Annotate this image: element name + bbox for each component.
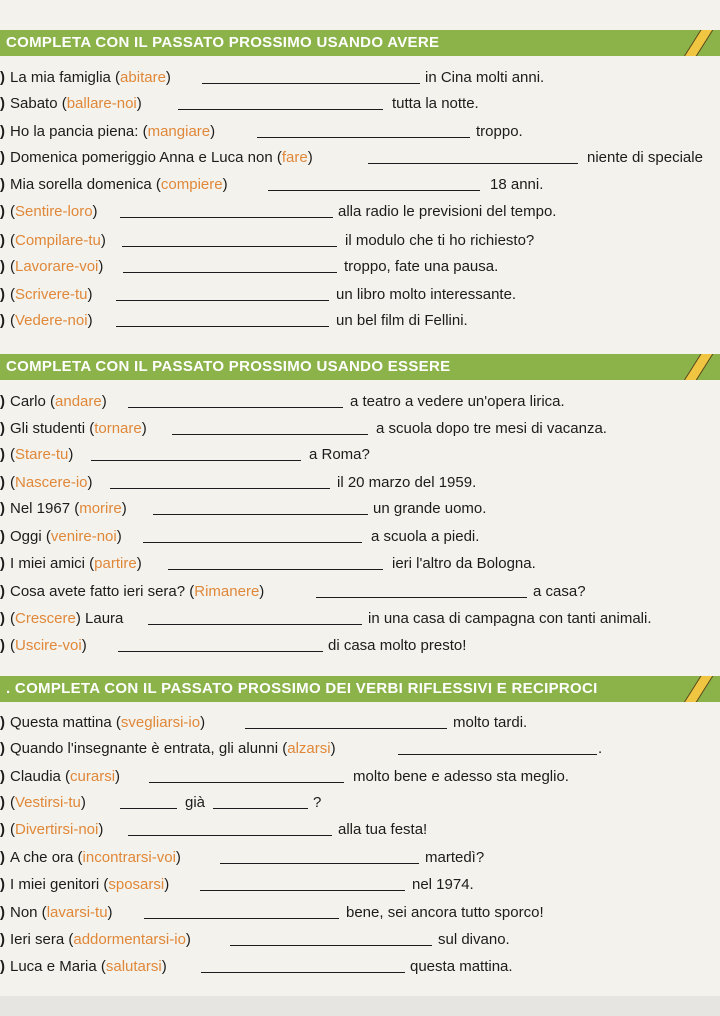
prompt-post: ) [259, 583, 265, 600]
prompt-post: ) [185, 931, 191, 948]
answer-blank[interactable] [202, 83, 420, 84]
prompt-verb: mangiare [147, 123, 211, 140]
exercise-item [0, 283, 720, 307]
pencil-icon [676, 354, 716, 380]
prompt-pre: Ho la pancia piena: ( [10, 123, 148, 140]
exercise-item [0, 791, 720, 815]
prompt-pre: ( [10, 821, 15, 838]
page-bottom-strip [0, 996, 720, 1016]
item-prompt [10, 901, 113, 925]
item-prompt [10, 200, 98, 224]
item-prompt [10, 283, 93, 307]
prompt-post: ) [164, 876, 170, 893]
title-highlight: RIFLESSIVI E RECIPROCI [407, 680, 598, 697]
item-marker: ) [0, 393, 5, 410]
exercise-item [0, 229, 720, 253]
prompt-pre: Luca e Maria ( [10, 958, 106, 975]
prompt-pre: ( [10, 203, 15, 220]
prompt-verb: morire [79, 500, 122, 517]
answer-blank[interactable] [128, 407, 343, 408]
prompt-post: ) [68, 446, 74, 463]
item-continuation: di casa molto presto! [328, 637, 467, 654]
item-prompt [10, 443, 73, 467]
prompt-verb: sposarsi [108, 876, 165, 893]
item-continuation: martedì? [425, 849, 485, 866]
answer-blank[interactable] [245, 728, 447, 729]
item-marker: ) [0, 500, 5, 517]
item-marker: ) [0, 768, 5, 785]
exercise-item [0, 711, 720, 735]
item-continuation: troppo, fate una pausa. [344, 258, 499, 275]
section-avere [0, 30, 720, 56]
prompt-pre: A che ora ( [10, 849, 83, 866]
pencil-icon [676, 676, 716, 702]
item-marker: ) [0, 95, 5, 112]
exercise-item [0, 309, 720, 333]
exercise-item [0, 146, 720, 170]
prompt-post: ) [200, 714, 206, 731]
exercise-item [0, 525, 720, 549]
prompt-post: ) [101, 393, 107, 410]
title-text: COMPLETA CON IL PASSATO PROSSIMO USANDO [6, 358, 388, 375]
prompt-verb: fare [281, 149, 308, 166]
item-continuation: molto bene e adesso sta meglio. [353, 768, 569, 785]
prompt-post: ) [141, 420, 147, 437]
item-prompt [10, 737, 336, 761]
prompt-verb: Uscire-voi [15, 637, 82, 654]
exercise-item [0, 955, 720, 979]
item-continuation: in Cina molti anni. [425, 69, 545, 86]
prompt-pre: Claudia ( [10, 768, 71, 785]
item-continuation: già [185, 794, 206, 811]
item-prompt [10, 173, 228, 197]
item-continuation: a teatro a vedere un'opera lirica. [350, 393, 565, 410]
answer-blank[interactable] [220, 863, 419, 864]
item-prompt [10, 146, 313, 170]
answer-blank[interactable] [143, 542, 362, 543]
exercise-item [0, 390, 720, 414]
prompt-pre: ( [10, 258, 15, 275]
answer-blank[interactable] [153, 514, 368, 515]
prompt-pre: ( [10, 637, 15, 654]
item-prompt [10, 955, 167, 979]
prompt-pre: Domenica pomeriggio Anna e Luca non ( [10, 149, 282, 166]
prompt-verb: Lavorare-voi [15, 258, 99, 275]
item-marker: ) [0, 149, 5, 166]
prompt-verb: alzarsi [287, 740, 331, 757]
prompt-post: ) [115, 768, 121, 785]
prompt-verb: Vedere-noi [15, 312, 88, 329]
title-text: . COMPLETA CON IL PASSATO PROSSIMO DEI VERBI [6, 680, 408, 697]
prompt-post: ) [210, 123, 216, 140]
exercise-item [0, 901, 720, 925]
prompt-verb: abitare [120, 69, 166, 86]
item-prompt [10, 711, 205, 735]
prompt-pre: Mia sorella domenica ( [10, 176, 161, 193]
answer-blank[interactable] [201, 972, 405, 973]
section-title [0, 354, 720, 380]
item-marker: ) [0, 69, 5, 86]
item-marker: ) [0, 637, 5, 654]
prompt-pre: ( [10, 312, 15, 329]
prompt-verb: addormentarsi-io [73, 931, 186, 948]
prompt-verb: salutarsi [105, 958, 162, 975]
prompt-verb: svegliarsi-io [120, 714, 201, 731]
answer-blank[interactable] [268, 190, 480, 191]
item-prompt [10, 92, 142, 116]
answer-blank[interactable] [144, 918, 339, 919]
answer-blank[interactable] [128, 835, 332, 836]
prompt-verb: lavarsi-tu [46, 904, 108, 921]
prompt-post: ) [107, 904, 113, 921]
answer-blank[interactable] [148, 624, 362, 625]
item-marker: ) [0, 610, 5, 627]
prompt-pre: ( [10, 794, 15, 811]
prompt-post: ) [80, 794, 86, 811]
prompt-verb: curarsi [70, 768, 116, 785]
prompt-verb: incontrarsi-voi [82, 849, 176, 866]
item-marker: ) [0, 446, 5, 463]
prompt-post: ) [222, 176, 228, 193]
prompt-verb: ballare-noi [66, 95, 137, 112]
item-marker: ) [0, 176, 5, 193]
item-prompt [10, 846, 181, 870]
answer-blank[interactable] [123, 272, 337, 273]
item-marker: ) [0, 794, 5, 811]
answer-blank[interactable] [213, 808, 308, 809]
exercise-item [0, 66, 720, 90]
exercise-item [0, 173, 720, 197]
answer-blank[interactable] [230, 945, 432, 946]
item-continuation: alla tua festa! [338, 821, 428, 838]
prompt-post: ) [116, 528, 122, 545]
item-prompt [10, 552, 142, 576]
exercise-item [0, 928, 720, 952]
item-marker: ) [0, 555, 5, 572]
prompt-post: ) [92, 203, 98, 220]
exercise-item [0, 818, 720, 842]
answer-blank[interactable] [168, 569, 383, 570]
prompt-pre: Oggi ( [10, 528, 51, 545]
item-continuation: molto tardi. [453, 714, 528, 731]
prompt-post: ) [136, 95, 142, 112]
prompt-post: ) [98, 821, 104, 838]
prompt-pre: Ieri sera ( [10, 931, 74, 948]
prompt-post: ) [87, 286, 93, 303]
prompt-post: ) [81, 637, 87, 654]
prompt-verb: venire-noi [50, 528, 117, 545]
exercise-item [0, 417, 720, 441]
prompt-pre: I miei genitori ( [10, 876, 109, 893]
exercise-item [0, 200, 720, 224]
prompt-pre: Carlo ( [10, 393, 56, 410]
item-continuation: troppo. [476, 123, 523, 140]
item-continuation: sul divano. [438, 931, 510, 948]
item-prompt [10, 390, 107, 414]
exercise-item [0, 471, 720, 495]
prompt-post: ) [98, 258, 104, 275]
item-marker: ) [0, 232, 5, 249]
item-continuation: il 20 marzo del 1959. [337, 474, 477, 491]
item-continuation: a scuola a piedi. [371, 528, 480, 545]
item-prompt [10, 607, 123, 631]
item-continuation: 18 anni. [490, 176, 544, 193]
prompt-verb: Rimanere [194, 583, 260, 600]
prompt-pre: Quando l'insegnante è entrata, gli alunni ( [10, 740, 288, 757]
item-marker: ) [0, 821, 5, 838]
prompt-pre: Gli studenti ( [10, 420, 95, 437]
item-continuation: questa mattina. [410, 958, 513, 975]
item-marker: ) [0, 528, 5, 545]
prompt-post: ) [121, 500, 127, 517]
answer-blank[interactable] [257, 137, 470, 138]
prompt-post: ) [136, 555, 142, 572]
prompt-verb: Stare-tu [15, 446, 69, 463]
item-prompt [10, 229, 106, 253]
answer-blank[interactable] [316, 597, 527, 598]
prompt-pre: I miei amici ( [10, 555, 95, 572]
prompt-pre: ( [10, 232, 15, 249]
prompt-post: ) [161, 958, 167, 975]
prompt-verb: partire [94, 555, 137, 572]
item-marker: ) [0, 740, 5, 757]
item-marker: ) [0, 849, 5, 866]
answer-blank[interactable] [116, 300, 329, 301]
item-marker: ) [0, 420, 5, 437]
answer-blank[interactable] [120, 217, 333, 218]
item-marker: ) [0, 714, 5, 731]
item-prompt [10, 928, 191, 952]
item-continuation: a scuola dopo tre mesi di vacanza. [376, 420, 607, 437]
item-prompt [10, 873, 169, 897]
item-continuation: a Roma? [309, 446, 370, 463]
item-continuation: nel 1974. [412, 876, 474, 893]
prompt-pre: ( [10, 474, 15, 491]
item-continuation: niente di speciale [587, 149, 703, 166]
item-prompt [10, 417, 147, 441]
item-marker: ) [0, 583, 5, 600]
prompt-verb: Vestirsi-tu [15, 794, 81, 811]
prompt-verb: Crescere [15, 610, 76, 627]
prompt-verb: Sentire-loro [15, 203, 93, 220]
prompt-post: ) [175, 849, 181, 866]
item-prompt [10, 634, 87, 658]
exercise-item [0, 634, 720, 658]
item-continuation: alla radio le previsioni del tempo. [338, 203, 557, 220]
exercise-item [0, 120, 720, 144]
item-marker: ) [0, 312, 5, 329]
item-marker: ) [0, 258, 5, 275]
item-prompt [10, 765, 120, 789]
exercise-item [0, 580, 720, 604]
prompt-pre: ( [10, 610, 15, 627]
item-marker: ) [0, 958, 5, 975]
prompt-post: ) [307, 149, 313, 166]
answer-blank[interactable] [398, 754, 597, 755]
item-prompt [10, 525, 122, 549]
item-prompt [10, 497, 127, 521]
item-prompt [10, 255, 103, 279]
answer-blank[interactable] [118, 651, 323, 652]
item-continuation: tutta la notte. [392, 95, 479, 112]
item-marker: ) [0, 474, 5, 491]
item-marker: ) [0, 123, 5, 140]
prompt-post: ) Laura [75, 610, 124, 627]
answer-blank[interactable] [116, 326, 329, 327]
item-continuation: . [598, 740, 603, 757]
exercise-item [0, 607, 720, 631]
answer-blank[interactable] [122, 246, 337, 247]
prompt-pre: ( [10, 286, 15, 303]
item-prompt [10, 471, 93, 495]
item-continuation: il modulo che ti ho richiesto? [345, 232, 535, 249]
prompt-pre: Sabato ( [10, 95, 67, 112]
item-prompt [10, 309, 93, 333]
prompt-pre: Nel 1967 ( [10, 500, 80, 517]
item-marker: ) [0, 286, 5, 303]
answer-blank[interactable] [91, 460, 301, 461]
prompt-pre: La mia famiglia ( [10, 69, 121, 86]
exercise-item [0, 846, 720, 870]
prompt-post: ) [87, 312, 93, 329]
exercise-item [0, 765, 720, 789]
item-continuation: in una casa di campagna con tanti animali. [368, 610, 652, 627]
prompt-post: ) [165, 69, 171, 86]
item-continuation: ? [313, 794, 322, 811]
prompt-verb: Nascere-io [15, 474, 88, 491]
prompt-pre: Non ( [10, 904, 47, 921]
title-highlight: ESSERE [387, 358, 451, 375]
section-essere [0, 354, 720, 380]
item-marker: ) [0, 931, 5, 948]
item-prompt [10, 120, 215, 144]
answer-blank[interactable] [149, 782, 344, 783]
prompt-pre: Cosa avete fatto ieri sera? ( [10, 583, 195, 600]
item-prompt [10, 791, 86, 815]
exercise-item [0, 497, 720, 521]
section-title [0, 30, 720, 56]
answer-blank[interactable] [178, 109, 383, 110]
prompt-verb: tornare [94, 420, 142, 437]
prompt-pre: ( [10, 446, 15, 463]
prompt-verb: compiere [160, 176, 223, 193]
item-marker: ) [0, 203, 5, 220]
section-riflessivi [0, 676, 720, 702]
item-continuation: un libro molto interessante. [336, 286, 517, 303]
item-prompt [10, 818, 103, 842]
prompt-verb: Scrivere-tu [15, 286, 88, 303]
answer-blank[interactable] [172, 434, 368, 435]
pencil-icon [676, 30, 716, 56]
title-highlight: AVERE [387, 34, 440, 51]
answer-blank[interactable] [368, 163, 578, 164]
item-marker: ) [0, 876, 5, 893]
exercise-item [0, 737, 720, 761]
exercise-item [0, 873, 720, 897]
answer-blank[interactable] [120, 808, 177, 809]
prompt-verb: Divertirsi-noi [15, 821, 99, 838]
prompt-verb: Compilare-tu [15, 232, 101, 249]
prompt-post: ) [330, 740, 336, 757]
title-text: COMPLETA CON IL PASSATO PROSSIMO USANDO [6, 34, 388, 51]
item-continuation: un bel film di Fellini. [336, 312, 468, 329]
answer-blank[interactable] [200, 890, 405, 891]
exercise-item [0, 255, 720, 279]
prompt-verb: andare [55, 393, 102, 410]
prompt-post: ) [100, 232, 106, 249]
exercise-item [0, 92, 720, 116]
prompt-pre: Questa mattina ( [10, 714, 121, 731]
section-title [0, 676, 720, 702]
answer-blank[interactable] [110, 488, 330, 489]
item-prompt [10, 580, 264, 604]
exercise-item [0, 552, 720, 576]
item-continuation: bene, sei ancora tutto sporco! [346, 904, 544, 921]
item-marker: ) [0, 904, 5, 921]
item-prompt [10, 66, 171, 90]
exercise-item [0, 443, 720, 467]
item-continuation: a casa? [533, 583, 586, 600]
prompt-post: ) [87, 474, 93, 491]
item-continuation: ieri l'altro da Bologna. [392, 555, 536, 572]
item-continuation: un grande uomo. [373, 500, 487, 517]
